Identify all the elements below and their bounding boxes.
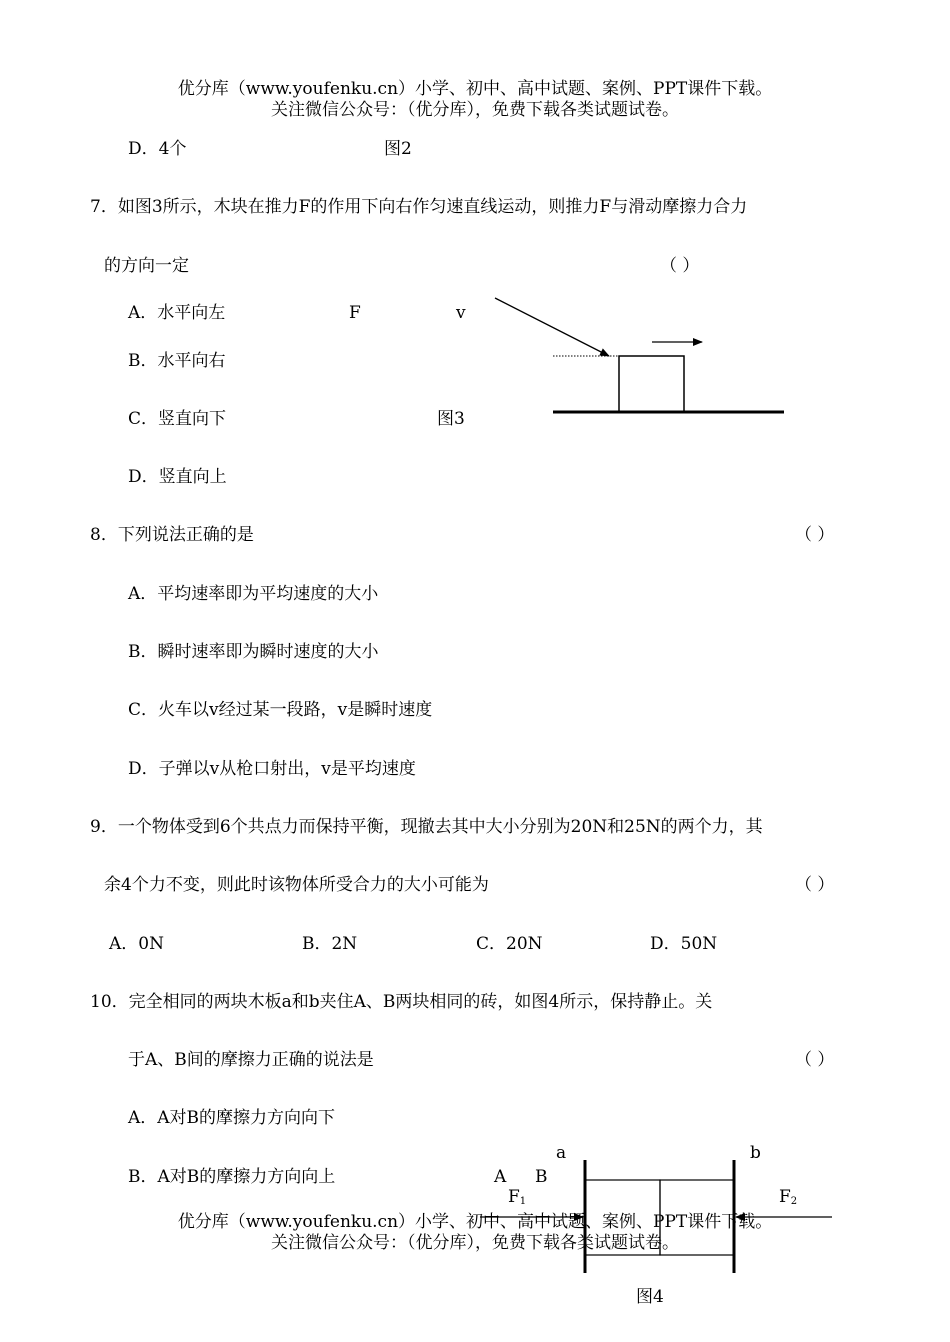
q7-answer-paren: （ ） bbox=[660, 256, 700, 276]
footer-line-1: 优分库（www.youfenku.cn）小学、初中、高中试题、案例、PPT课件下载。 bbox=[177, 1212, 773, 1232]
q7-option-a: A．水平向左 bbox=[128, 303, 226, 323]
q10-stem-line-1: 10．完全相同的两块木板a和b夹住A、B两块相同的砖，如图4所示，保持静止。关 bbox=[90, 992, 713, 1012]
q10-stem-line-2: 于A、B间的摩擦力正确的说法是 bbox=[128, 1050, 374, 1070]
q9-option-c: C．20N bbox=[476, 934, 543, 954]
header-line-1: 优分库（www.youfenku.cn）小学、初中、高中试题、案例、PPT课件下载。 bbox=[177, 79, 773, 99]
q8-option-a: A．平均速率即为平均速度的大小 bbox=[128, 584, 379, 604]
q9-stem-line-1: 9．一个物体受到6个共点力而保持平衡，现撤去其中大小分别为20N和25N的两个力，其 bbox=[90, 817, 763, 837]
fig4-label-b: b bbox=[750, 1143, 761, 1163]
fig4-label-a: a bbox=[556, 1143, 567, 1163]
q10-option-a: A．A对B的摩擦力方向向下 bbox=[128, 1108, 336, 1128]
q7-option-d: D．竖直向上 bbox=[128, 467, 227, 487]
q10-option-b: B．A对B的摩擦力方向向上 bbox=[128, 1167, 336, 1187]
fig3-label-f: F bbox=[349, 303, 361, 323]
q7-stem-line-2: 的方向一定 bbox=[104, 256, 189, 276]
fig4-caption: 图4 bbox=[636, 1287, 664, 1307]
q9-option-a: A．0N bbox=[109, 934, 164, 954]
q9-answer-paren: （ ） bbox=[795, 875, 835, 895]
footer-line-2: 关注微信公众号：（优分库），免费下载各类试题试卷。 bbox=[271, 1233, 679, 1253]
fig3-block bbox=[619, 356, 684, 412]
q9-option-b: B．2N bbox=[302, 934, 358, 954]
q7-stem-line-1: 7．如图3所示，木块在推力F的作用下向右作匀速直线运动，则推力F与滑动摩擦力合力 bbox=[90, 197, 748, 217]
q10-answer-paren: （ ） bbox=[795, 1050, 835, 1070]
q8-option-b: B．瞬时速率即为瞬时速度的大小 bbox=[128, 642, 379, 662]
q6-option-d: D．4个 bbox=[128, 139, 187, 159]
fig3-force-arrow bbox=[495, 298, 609, 356]
fig4-label-brick-b: B bbox=[535, 1167, 548, 1187]
q8-stem: 8．下列说法正确的是 bbox=[90, 525, 254, 545]
fig3-label-v: v bbox=[456, 303, 466, 323]
q8-option-c: C．火车以v经过某一段路，v是瞬时速度 bbox=[128, 700, 433, 720]
figure-3 bbox=[540, 290, 800, 420]
fig4-label-f1: $F_1$ bbox=[508, 1187, 527, 1207]
fig4-label-brick-a: A bbox=[494, 1167, 507, 1187]
q8-answer-paren: （ ） bbox=[795, 525, 835, 545]
q7-option-b: B．水平向右 bbox=[128, 351, 226, 371]
q9-stem-line-2: 余4个力不变，则此时该物体所受合力的大小可能为 bbox=[104, 875, 489, 895]
header-line-2: 关注微信公众号：（优分库），免费下载各类试题试卷。 bbox=[271, 100, 679, 120]
q7-option-c: C．竖直向下 bbox=[128, 409, 227, 429]
fig3-caption: 图3 bbox=[437, 409, 465, 429]
q9-option-d: D．50N bbox=[650, 934, 718, 954]
q8-option-d: D．子弹以v从枪口射出，v是平均速度 bbox=[128, 759, 416, 779]
q6-figure-caption: 图2 bbox=[384, 139, 412, 159]
fig4-label-f2: $F_2$ bbox=[779, 1187, 798, 1207]
